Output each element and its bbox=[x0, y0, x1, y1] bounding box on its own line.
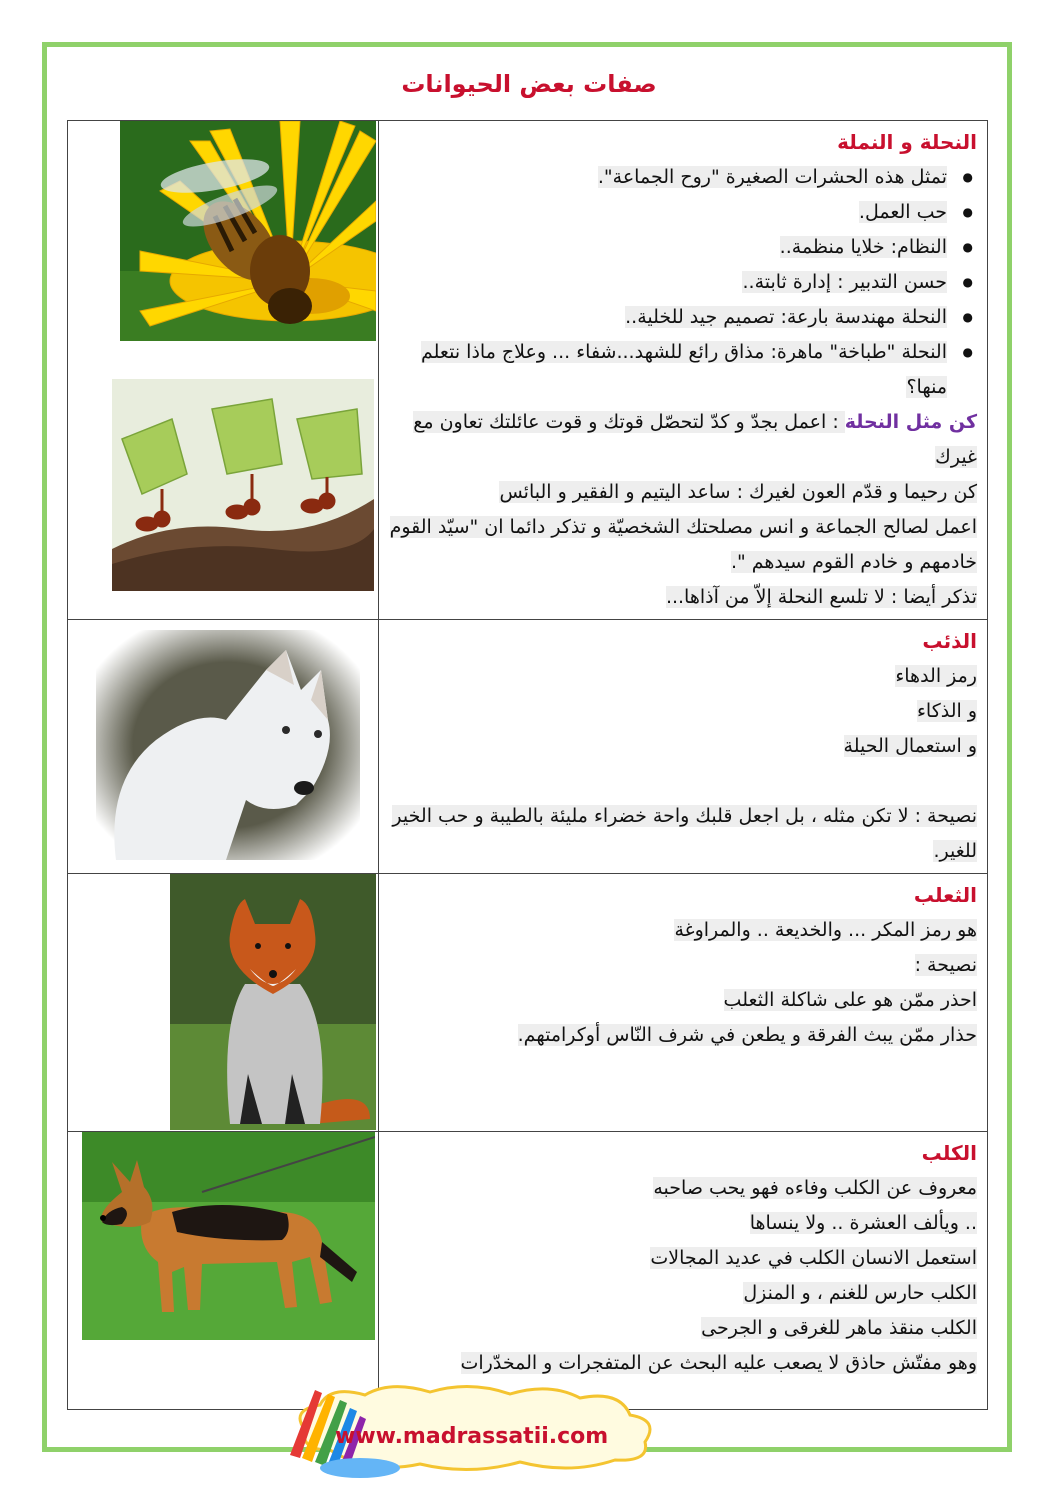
bee-text-cell bbox=[379, 121, 988, 620]
bee-images-cell bbox=[68, 121, 379, 620]
bee-lead: كن مثل النحلة bbox=[844, 411, 977, 433]
table-row bbox=[68, 874, 988, 1132]
wolf-photo bbox=[96, 630, 360, 860]
wolf-line: رمز الدهاء bbox=[895, 665, 977, 687]
list-item: ● تمثل هذه الحشرات الصغيرة "روح الجماعة". bbox=[387, 160, 947, 195]
site-url: www.madrassatii.com bbox=[335, 1424, 609, 1449]
bee-line: كن رحيما و قدّم العون لغيرك : ساعد اليتيم و الفقير و البائس bbox=[499, 481, 977, 503]
wolf-image-cell bbox=[68, 620, 379, 874]
fox-text-cell bbox=[379, 874, 988, 1132]
fox-line: نصيحة : bbox=[914, 954, 977, 976]
list-item: ● حسن التدبير : إدارة ثابتة.. bbox=[387, 265, 947, 300]
dog-line: الكلب منقذ ماهر للغرقى و الجرحى bbox=[701, 1317, 977, 1339]
fox-line: هو رمز المكر ... والخديعة .. والمراوغة bbox=[674, 919, 977, 941]
fox-image-cell bbox=[68, 874, 379, 1132]
table-row bbox=[68, 121, 988, 620]
dog-line: استعمل الانسان الكلب في عديد المجالات bbox=[650, 1247, 977, 1269]
dog-line: وهو مفتّش حاذق لا يصعب عليه البحث عن المتفجرات و المخدّرات bbox=[460, 1352, 977, 1374]
wolf-heading: الذئب bbox=[922, 629, 977, 653]
dog-line: معروف عن الكلب وفاءه فهو يحب صاحبه bbox=[653, 1177, 977, 1199]
table-row bbox=[68, 1132, 988, 1410]
wolf-line: و الذكاء bbox=[916, 700, 977, 722]
list-item: ● النحلة "طباخة" ماهرة: مذاق رائع للشهد...شفاء ... وعلاج ماذا نتعلم منها؟ bbox=[387, 335, 947, 405]
fox-line: احذر ممّن هو على شاكلة الثعلب bbox=[723, 989, 977, 1011]
dog-text-cell bbox=[379, 1132, 988, 1410]
wolf-line: و استعمال الحيلة bbox=[843, 735, 977, 757]
dog-line: الكلب حارس للغنم ، و المنزل bbox=[743, 1282, 977, 1304]
dog-photo bbox=[82, 1132, 375, 1340]
bee-line: تذكر أيضا : لا تلسع النحلة إلاّ من آذاها... bbox=[665, 586, 977, 608]
fox-heading: الثعلب bbox=[913, 883, 977, 907]
bee-photo bbox=[120, 121, 376, 341]
list-item: ● حب العمل. bbox=[387, 195, 947, 230]
bee-heading: النحلة و النملة bbox=[837, 130, 977, 154]
page-title: صفات بعض الحيوانات bbox=[401, 70, 657, 98]
list-item: ● النحلة مهندسة بارعة: تصميم جيد للخلية.. bbox=[387, 300, 947, 335]
bee-lesson: كن مثل النحلة : اعمل بجدّ و كدّ لتحصّل قوتك و قوت عائلتك تعاون مع غيرك bbox=[413, 411, 977, 468]
fox-photo bbox=[170, 874, 376, 1130]
dog-image-cell bbox=[68, 1132, 379, 1410]
list-item: ● النظام: خلايا منظمة.. bbox=[387, 230, 947, 265]
animals-table bbox=[67, 120, 988, 1410]
dog-heading: الكلب bbox=[921, 1141, 977, 1165]
fox-line: حذار ممّن يبث الفرقة و يطعن في شرف النّاس أوكرامتهم. bbox=[517, 1024, 977, 1046]
bee-bullet-list bbox=[387, 160, 977, 405]
wolf-text-cell bbox=[379, 620, 988, 874]
bee-line: اعمل لصالح الجماعة و انس مصلحتك الشخصيّة و تذكر دائما ان "سيّد القوم خادمهم و خادم القوم سيدهم ". bbox=[389, 516, 977, 573]
wolf-advice: نصيحة : لا تكن مثله ، بل اجعل قلبك واحة خضراء مليئة بالطيبة و حب الخير للغير. bbox=[392, 805, 977, 862]
table-row bbox=[68, 620, 988, 874]
dog-line: .. ويألف العشرة .. ولا ينساها bbox=[749, 1212, 977, 1234]
ants-photo bbox=[112, 379, 374, 591]
